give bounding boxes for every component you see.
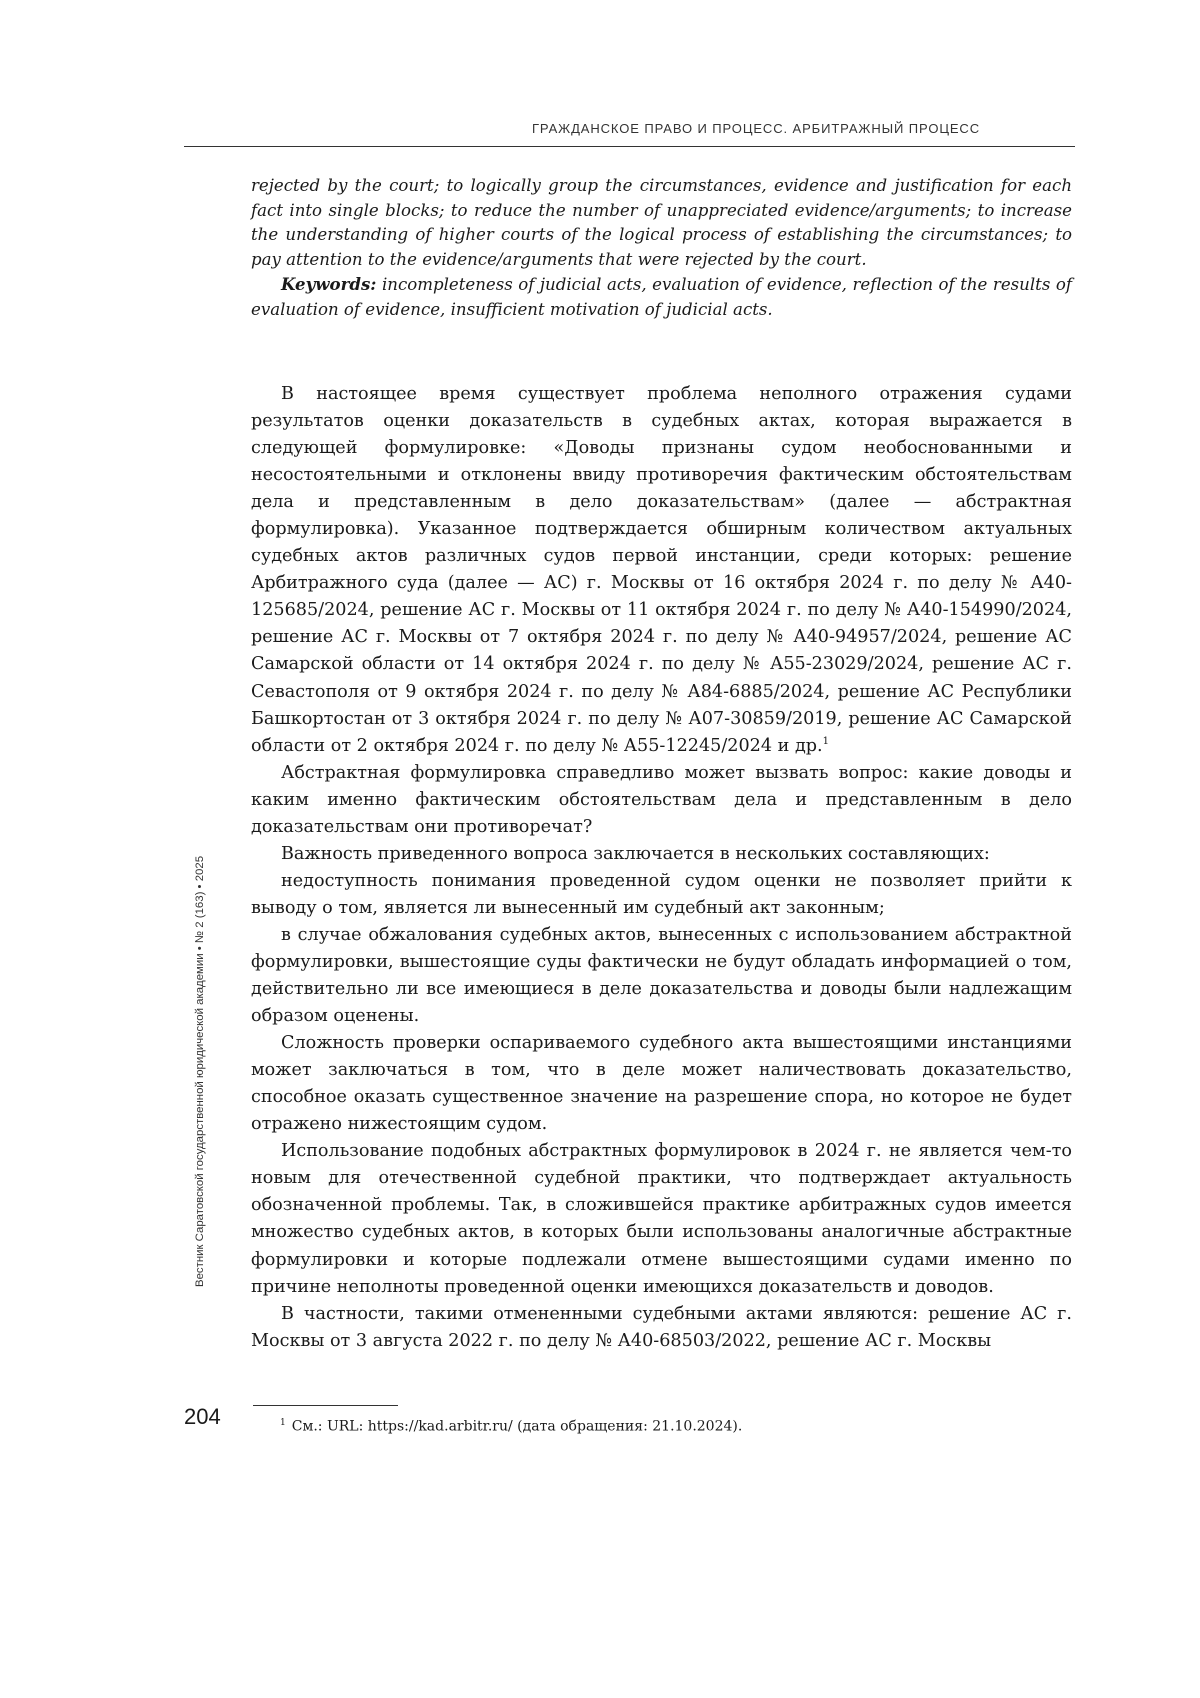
abstract-text: rejected by the court; to logically group the circumstances, evidence and justification for each fact into single blocks; to reduce the number of unappreciated evidence/arguments; to increase the understanding of higher courts of the logical process of establishing the circumstances; to pay attention to the evidence/arguments that were rejected by the court. [251, 174, 1072, 272]
footnote [280, 1414, 1070, 1436]
body-paragraph-3: Важность приведенного вопроса заключается в нескольких составляющих: [251, 841, 1072, 868]
page-number: 204 [184, 1404, 221, 1430]
body-paragraph-1-text: В настоящее время существует проблема неполного отражения судами результатов оценки доказательств в судебных актах, которая выражается в следующей формулировке: «Доводы признаны судом необоснованными и несостоятельными и отклонены ввиду противоречия фактическим обстоятельствам дела и представленным в дело доказательствам» (далее — абстрактная формулировка). Указанное подтверждается обширным количеством актуальных судебных актов различных судов первой инстанции, среди которых: решение Арбитражного суда (далее — АС) г. Москвы от 16 октября 2024 г. по делу № А40-125685/2024, решение АС г. Москвы от 11 октября 2024 г. по делу № А40-154990/2024, решение АС г. Москвы от 7 октября 2024 г. по делу № А40-94957/2024, решение АС Самарской области от 14 октября 2024 г. по делу № А55-23029/2024, решение АС г. Севастополя от 9 октября 2024 г. по делу № А84-6885/2024, решение АС Республики Башкортостан от 3 октября 2024 г. по делу № А07-30859/2019, решение АС Самарской области от 2 октября 2024 г. по делу № А55-12245/2024 и др. [251, 384, 1072, 756]
running-head: ГРАЖДАНСКОЕ ПРАВО И ПРОЦЕСС. АРБИТРАЖНЫЙ ПРОЦЕСС [184, 121, 1075, 147]
footnote-reference: 1 [823, 736, 829, 747]
journal-sidebar-title: Вестник Саратовской государственной юридической академии • № 2 (163) • 2025 [194, 856, 206, 1287]
article-body [251, 381, 1072, 1355]
footnote-text: См.: URL: https://kad.arbitr.ru/ (дата обращения: 21.10.2024). [292, 1419, 743, 1435]
keywords-label: Keywords: [281, 274, 376, 294]
keywords-list: incompleteness of judicial acts, evaluation of evidence, reflection of the results of evaluation of evidence, insufficient motivation of judicial acts. [251, 275, 1072, 319]
body-paragraph-8: В частности, такими отмененными судебными актами являются: решение АС г. Москвы от 3 августа 2022 г. по делу № А40-68503/2022, решение АС г. Москвы [251, 1301, 1072, 1355]
body-paragraph-7: Использование подобных абстрактных формулировок в 2024 г. не является чем-то новым для отечественной судебной практики, что подтверждает актуальность обозначенной проблемы. Так, в сложившейся практике арбитражных судов имеется множество судебных актов, в которых были использованы аналогичные абстрактные формулировки и которые подлежали отмене вышестоящими судами именно по причине неполноты проведенной оценки имеющихся доказательств и доводов. [251, 1138, 1072, 1300]
english-abstract [251, 174, 1072, 322]
body-paragraph-5: в случае обжалования судебных актов, вынесенных с использованием абстрактной формулировки, вышестоящие суды фактически не будут обладать информацией о том, действительно ли все имеющиеся в деле доказательства и доводы были надлежащим образом оценены. [251, 922, 1072, 1030]
footnote-divider [253, 1405, 398, 1406]
body-paragraph-6: Сложность проверки оспариваемого судебного акта вышестоящими инстанциями может заключаться в том, что в деле может наличествовать доказательство, способное оказать существенное значение на разрешение спора, но которое не будет отражено нижестоящим судом. [251, 1030, 1072, 1138]
footnote-mark: 1 [280, 1418, 286, 1428]
body-paragraph-2: Абстрактная формулировка справедливо может вызвать вопрос: какие доводы и каким именно фактическим обстоятельствам дела и представленным в дело доказательствам они противоречат? [251, 760, 1072, 841]
body-paragraph-4: недоступность понимания проведенной судом оценки не позволяет прийти к выводу о том, является ли вынесенный им судебный акт законным; [251, 868, 1072, 922]
body-paragraph-1 [251, 381, 1072, 760]
keywords-paragraph [251, 272, 1072, 322]
